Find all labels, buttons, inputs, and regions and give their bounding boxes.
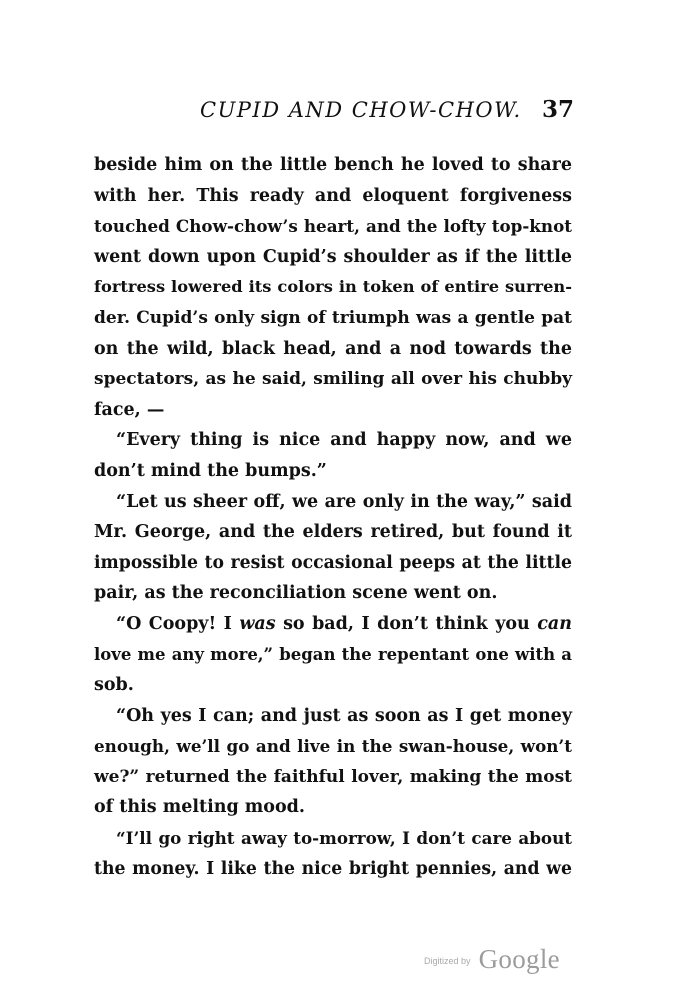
text-line: Mr. George, and the elders retired, but found it	[94, 522, 572, 543]
text-line: “I’ll go right away to-morrow, I don’t care about	[116, 828, 572, 849]
italic-emphasis: was	[239, 613, 276, 634]
text-span: “O Coopy! I	[116, 613, 240, 634]
text-line: spectators, as he said, smiling all over his chubby	[94, 369, 572, 390]
text-line	[94, 609, 572, 640]
text-line: sob.	[94, 675, 134, 696]
text-line: the money. I like the nice bright pennies, and we	[94, 858, 572, 879]
text-line: beside him on the little bench he loved to share	[94, 155, 572, 175]
digitizer-watermark	[424, 944, 560, 984]
text-line: with her. This ready and eloquent forgiveness	[94, 185, 572, 206]
text-line: der. Cupid’s only sign of triumph was a gentle pat	[94, 307, 572, 328]
text-line: don’t mind the bumps.”	[94, 460, 327, 481]
text-line: impossible to resist occasional peeps at the little	[94, 552, 572, 573]
text-line: went down upon Cupid’s shoulder as if the little	[94, 246, 572, 267]
text-line: fortress lowered its colors in token of entire surren-	[94, 277, 572, 297]
text-line: “Oh yes I can; and just as soon as I get money	[116, 705, 572, 726]
running-title: CUPID AND CHOW-CHOW.	[200, 98, 522, 122]
text-line: love me any more,” began the repentant one with a	[94, 644, 572, 664]
text-span: so bad, I don’t think you	[275, 613, 538, 634]
digitized-by-label: Digitized by	[424, 956, 471, 966]
text-line: of this melting mood.	[94, 797, 305, 818]
text-line: “Let us sheer off, we are only in the way,” said	[116, 491, 572, 512]
google-logo: Google	[478, 944, 560, 974]
body-text	[94, 150, 572, 884]
page-number: 37	[542, 96, 575, 123]
italic-emphasis: can	[537, 613, 572, 634]
text-line: touched Chow-chow’s heart, and the lofty top-knot	[94, 216, 572, 237]
text-line: we?” returned the faithful lover, making the most	[94, 766, 572, 787]
text-line: enough, we’ll go and live in the swan-house, won’t	[94, 736, 572, 757]
text-line: pair, as the reconciliation scene went on.	[94, 583, 498, 604]
text-line: “Every thing is nice and happy now, and we	[116, 430, 572, 451]
text-line: face, —	[94, 399, 165, 420]
running-head	[0, 98, 674, 128]
text-line: on the wild, black head, and a nod towards the	[94, 338, 572, 359]
